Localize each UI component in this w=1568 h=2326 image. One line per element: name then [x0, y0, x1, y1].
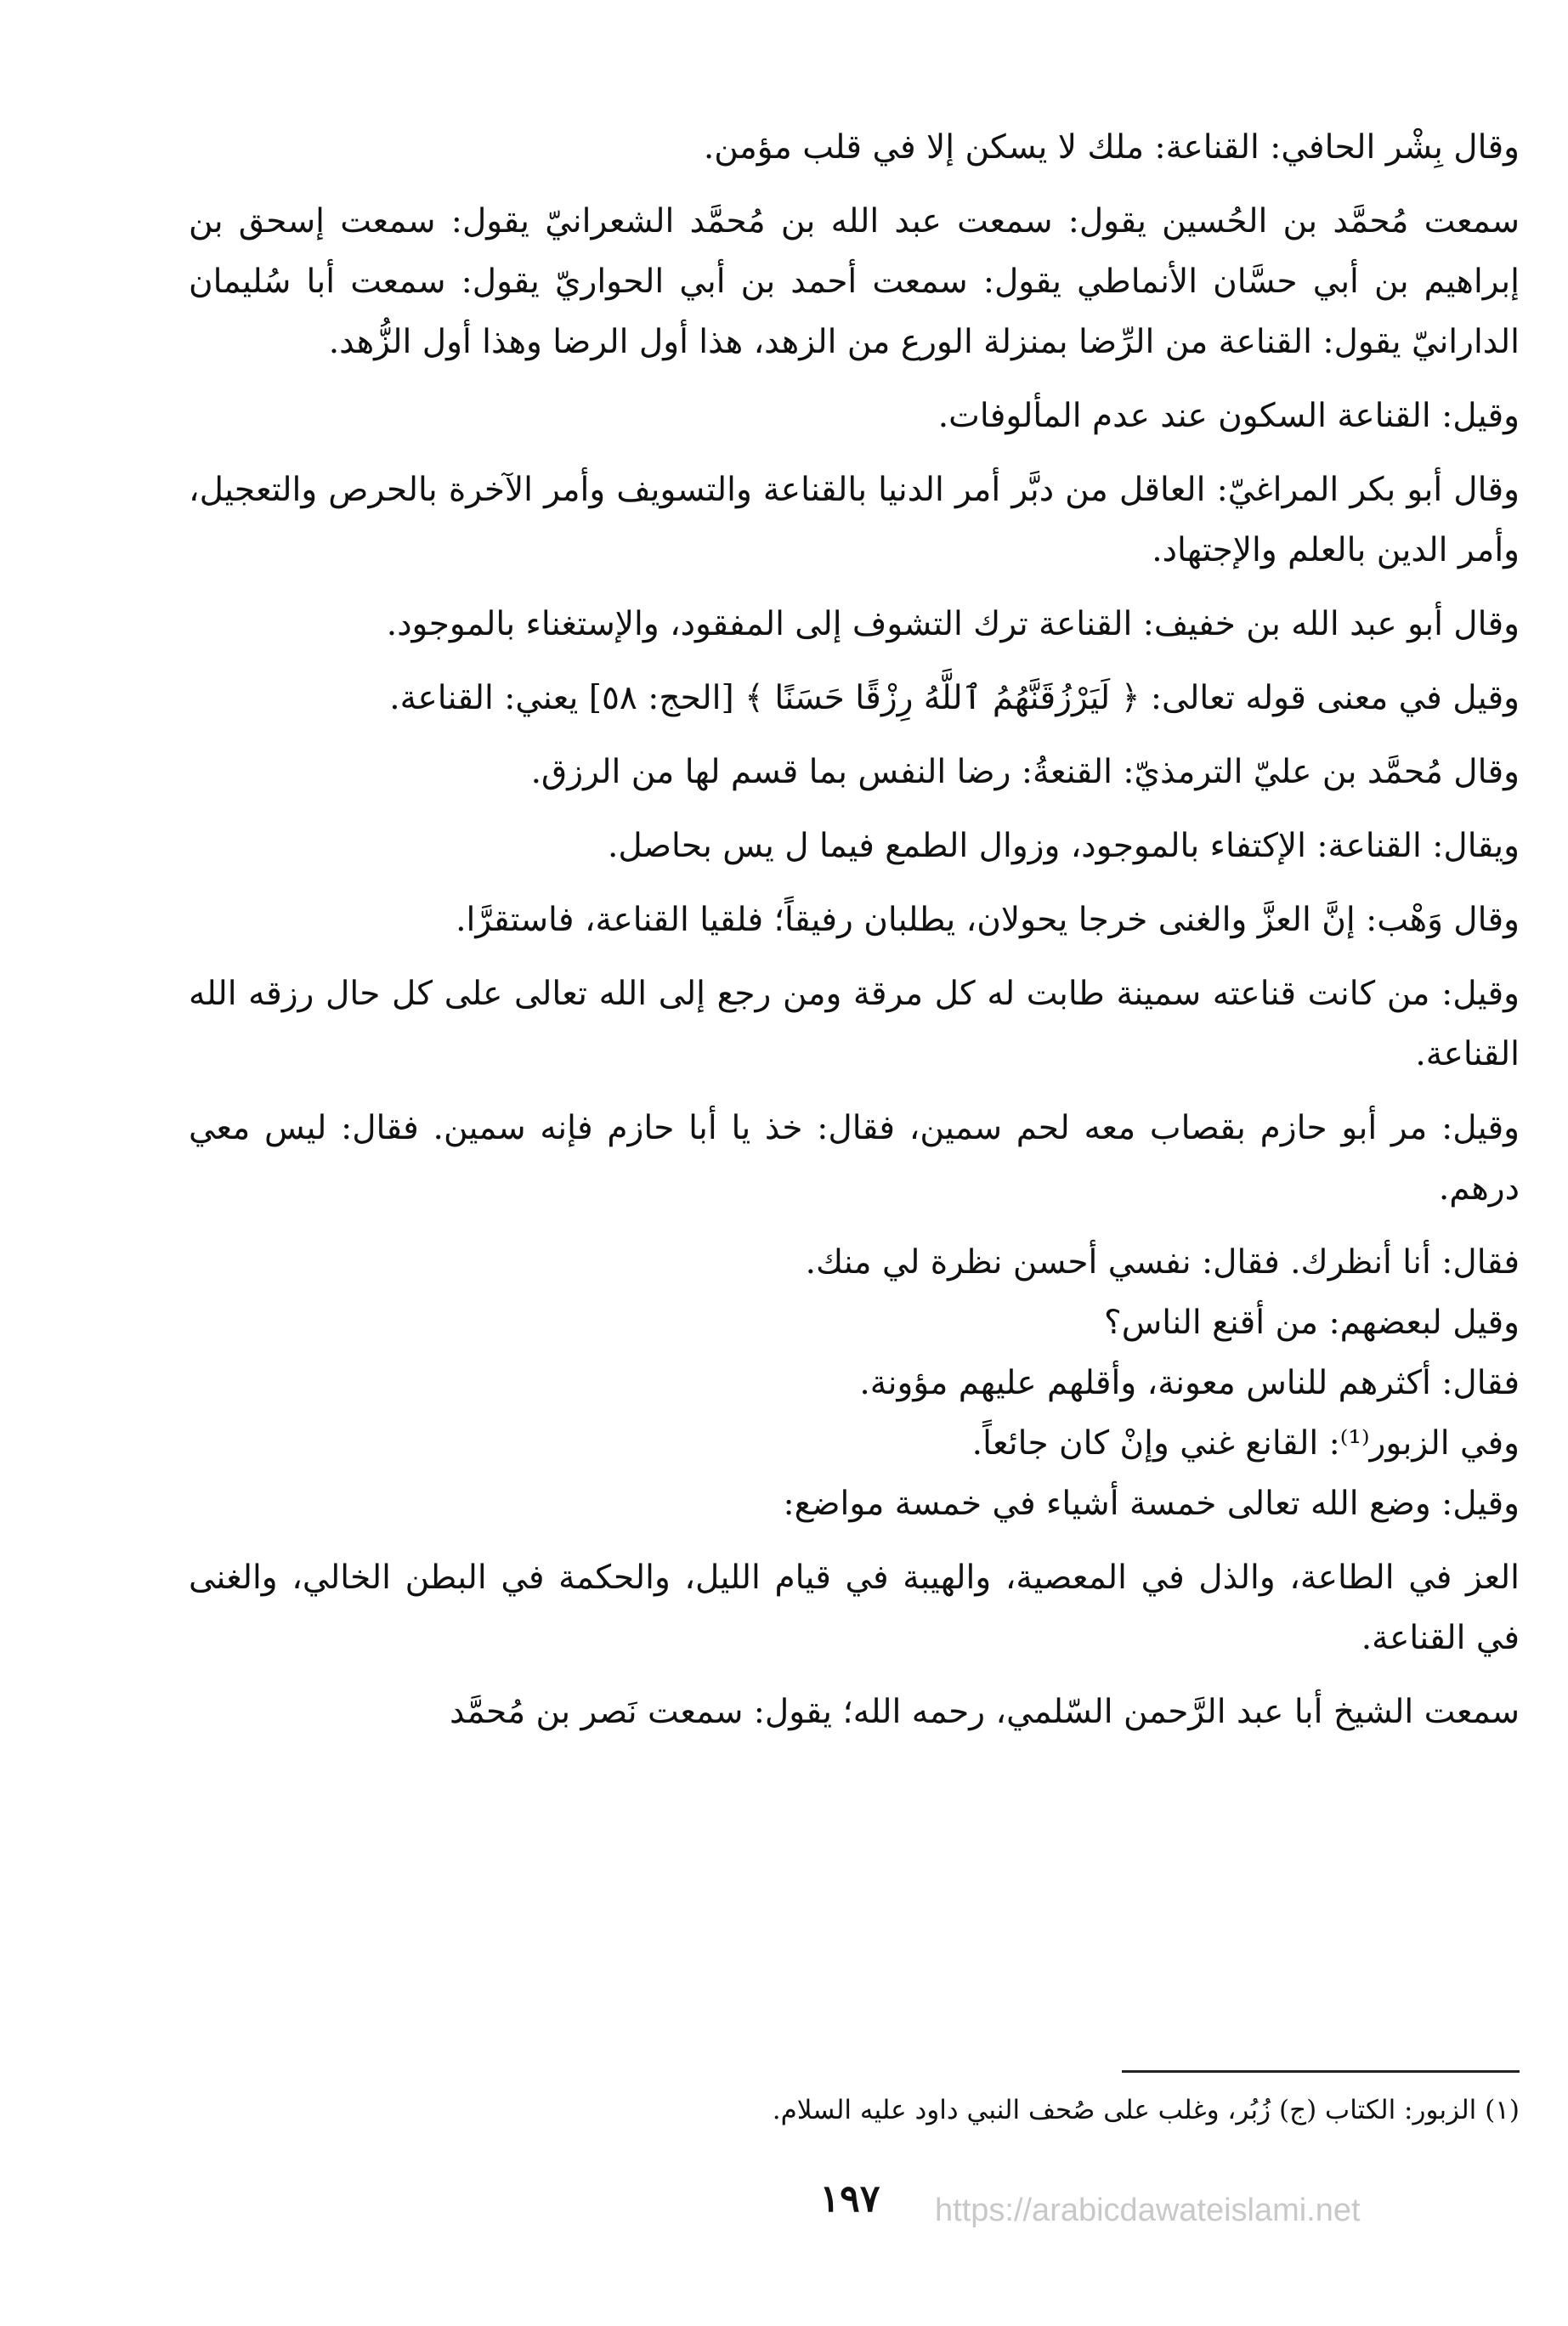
paragraph: وقيل: من كانت قناعته سمينة طابت له كل مرقة ومن رجع إلى الله تعالى على كل حال رزقه الله القناعة.	[189, 975, 1520, 1073]
paragraph: وقيل: القناعة السكون عند عدم المألوفات.	[937, 397, 1520, 435]
paragraph: وقال أبو بكر المراغيّ: العاقل من دبَّر أمر الدنيا بالقناعة والتسويف وأمر الآخرة بالحرص والتعجيل، وأمر الدين بالعلم والإجتهاد.	[189, 471, 1520, 569]
paragraph: وقال أبو عبد الله بن خفيف: القناعة ترك التشوف إلى المفقود، والإستغناء بالموجود.	[386, 605, 1520, 643]
paragraph: وقال بِشْر الحافي: القناعة: ملك لا يسكن إلا في قلب مؤمن.	[703, 128, 1520, 167]
footnote: (١) الزبور: الكتاب (ج) زُبُر، وغلب على صُحف النبي داود عليه السلام.	[772, 2095, 1520, 2125]
paragraph: وقال وَهْب: إنَّ العزَّ والغنى خرجا يحولان، يطلبان رفيقاً؛ فلقيا القناعة، فاستقرَّا.	[456, 901, 1520, 939]
paragraph: وقال مُحمَّد بن عليّ الترمذيّ: القنعةُ: رضا النفس بما قسم لها من الرزق.	[530, 753, 1520, 791]
paragraph: وقيل لبعضهم: من أقنع الناس؟	[1104, 1304, 1520, 1342]
body-text	[189, 117, 1520, 1756]
paragraph: العز في الطاعة، والذل في المعصية، والهيبة في قيام الليل، والحكمة في البطن الخالي، والغنى في القناعة.	[189, 1559, 1520, 1657]
paragraph: فقال: أكثرهم للناس معونة، وأقلهم عليهم مؤونة.	[859, 1364, 1520, 1402]
paragraph: ويقال: القناعة: الإكتفاء بالموجود، وزوال الطمع فيما ل يس بحاصل.	[607, 827, 1520, 865]
paragraph: سمعت مُحمَّد بن الحُسين يقول: سمعت عبد الله بن مُحمَّد الشعرانيّ يقول: سمعت إسحق بن إبراهيم بن أبي حسَّان الأنماطي يقول: سمعت أحمد بن أبي الحواريّ يقول: سمعت أبا سُليمان الدارانيّ يقول: القناعة من الرِّضا بمنزلة الورع من الزهد، هذا أول الرضا وهذا أول الزُّهد.	[189, 202, 1520, 361]
paragraph: وقيل: وضع الله تعالى خمسة أشياء في خمسة مواضع:	[783, 1485, 1520, 1523]
paragraph: وقيل في معنى قوله تعالى: ﴿ لَيَرْزُقَنَّهُمُ ٱللَّهُ رِزْقًا حَسَنًا ﴾ [الحج: ٥٨] يعني: القناعة.	[389, 679, 1520, 717]
paragraph: وقيل: مر أبو حازم بقصاب معه لحم سمين، فقال: خذ يا أبا حازم فإنه سمين. فقال: ليس معي درهم.	[189, 1109, 1520, 1208]
paragraph: فقال: أنا أنظرك. فقال: نفسي أحسن نظرة لي منك.	[805, 1243, 1520, 1282]
paragraph: وفي الزبور⁽¹⁾: القانع غني وإنْ كان جائعاً.	[971, 1424, 1520, 1463]
watermark-url: https://arabicdawateislami.net	[935, 2193, 1361, 2228]
paragraph: سمعت الشيخ أبا عبد الرَّحمن السّلمي، رحمه الله؛ يقول: سمعت نَصر بن مُحمَّد	[450, 1693, 1520, 1731]
footnote-divider	[1122, 2070, 1520, 2073]
page-number: ١٩٧	[819, 2177, 880, 2221]
